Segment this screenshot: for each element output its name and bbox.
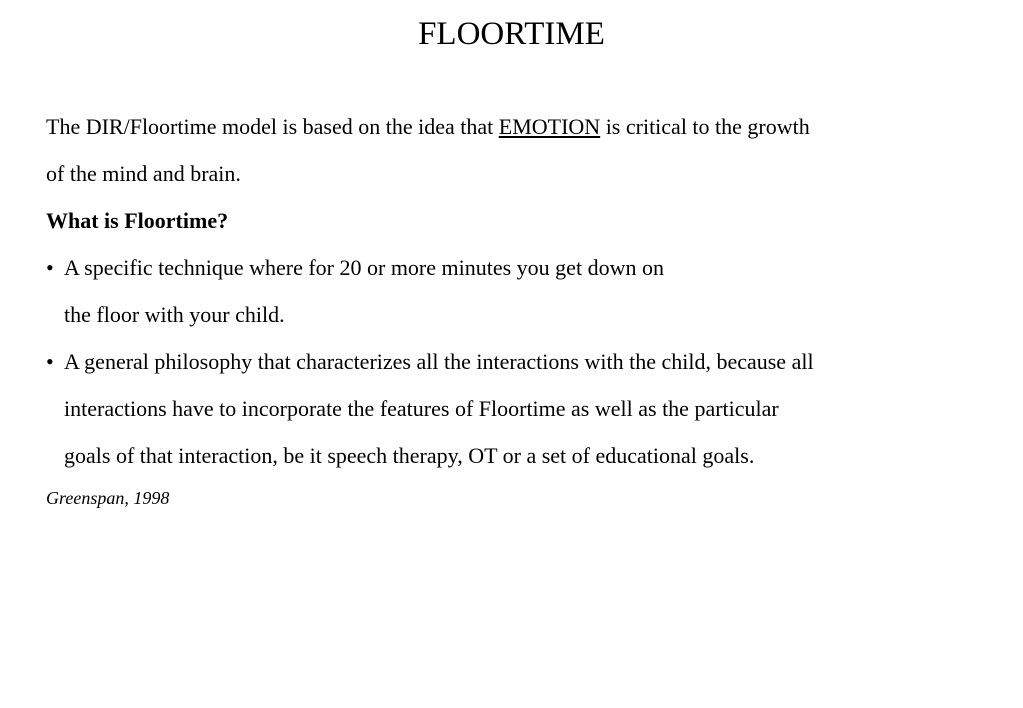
bullet-item-2 <box>46 338 986 479</box>
slide-title: FLOORTIME <box>418 16 605 52</box>
bullet-item-1 <box>46 244 986 338</box>
bullet-2-line-3: goals of that interaction, be it speech therapy, OT or a set of educational goals. <box>64 443 755 468</box>
bullet-marker: • <box>46 255 54 280</box>
section-heading: What is Floortime? <box>46 208 229 233</box>
bullet-2-line-2: interactions have to incorporate the features of Floortime as well as the particular <box>64 396 779 421</box>
bullet-marker: • <box>46 349 54 374</box>
bullet-1-text-1: A specific technique where for 20 or more minutes you get down on <box>64 255 664 280</box>
bullet-1-line-2: the floor with your child. <box>64 302 285 327</box>
slide-body <box>46 103 986 517</box>
intro-text-before: The DIR/Floortime model is based on the idea that <box>46 114 499 139</box>
bullet-1-line-1 <box>46 244 986 291</box>
intro-emphasis: EMOTION <box>498 114 601 139</box>
intro-text-after: is critical to the growth <box>600 114 810 139</box>
bullet-2-line-1 <box>46 338 986 385</box>
bullet-2-text-1: A general philosophy that characterizes all the interactions with the child, because all <box>64 349 814 374</box>
intro-line-2: of the mind and brain. <box>46 161 241 186</box>
intro-line-1 <box>46 103 986 150</box>
citation: Greenspan, 1998 <box>46 488 170 508</box>
